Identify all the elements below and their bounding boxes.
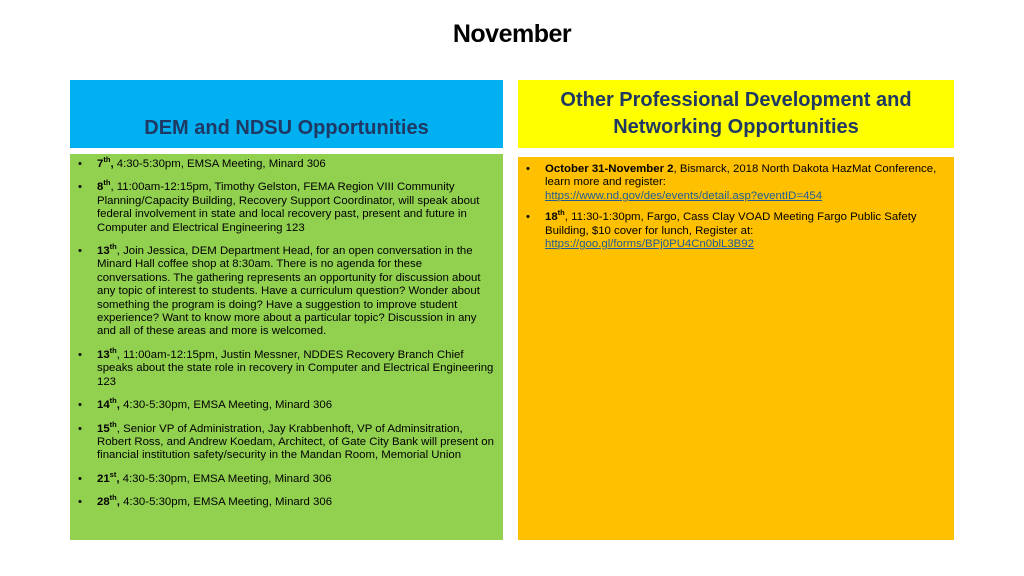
event-text: , 11:00am-12:15pm, Timothy Gelston, FEMA Region VIII Community Planning/Capacity Building, Recovery Support Coordinator, will speak about federal involvement in state and local recovery past, present and future in Computer and Electrical Engineering 123 xyxy=(97,181,480,234)
event-text: , Senior VP of Administration, Jay Krabbenhoft, VP of Adminsitration, Robert Ross, and Andrew Koedam, Architect, of Gate City Bank will present on financial institution safety/security in the Mandan Room, Memorial Union xyxy=(97,422,494,462)
other-development-list xyxy=(526,163,948,251)
event-day: 15th xyxy=(97,419,117,435)
list-item xyxy=(78,469,497,486)
list-item xyxy=(78,419,497,463)
event-text: , Bismarck, 2018 North Dakota HazMat Conference, learn more and register: xyxy=(545,163,937,189)
event-day: 7th, xyxy=(97,155,114,170)
hazmat-register-link[interactable]: https://www.nd.gov/des/events/detail.asp?eventID=454 xyxy=(545,189,823,202)
event-text: , 11:30-1:30pm, Fargo, Cass Clay VOAD Meeting Fargo Public Safety Building, $10 cover for lunch, Register at: xyxy=(545,211,917,237)
list-item xyxy=(78,155,497,171)
list-item xyxy=(78,346,497,389)
dem-ndsu-header: DEM and NDSU Opportunities xyxy=(70,80,503,148)
list-item xyxy=(78,242,497,339)
event-text: 4:30-5:30pm, EMSA Meeting, Minard 306 xyxy=(119,399,333,412)
event-day: 13th xyxy=(97,242,117,258)
event-text: 4:30-5:30pm, EMSA Meeting, Minard 306 xyxy=(119,472,332,485)
event-text: 4:30-5:30pm, EMSA Meeting, Minard 306 xyxy=(119,496,333,509)
list-item xyxy=(78,493,497,509)
event-day: 8th xyxy=(97,178,111,194)
list-item xyxy=(526,208,948,251)
event-day: 28th, xyxy=(97,493,120,509)
list-item xyxy=(78,178,497,235)
other-development-header: Other Professional Development and Networking Opportunities xyxy=(518,80,954,148)
event-day: 13th xyxy=(97,346,117,361)
event-text: , Join Jessica, DEM Department Head, for an open conversation in the Minard Hall coffee shop at 8:30am. There is no agenda for these conversations. The gathering represents an opportunity for discussion about any topic of interest to students. Have a curriculum question? Wonder about something the program is doing? Have a suggestion to improve student experience? Want to know more about a particular topic? Discussion in any and all of these areas and more is welcomed. xyxy=(97,245,481,338)
event-day: 21st, xyxy=(97,469,120,485)
event-date: October 31-November 2 xyxy=(545,163,674,175)
event-day: 14th, xyxy=(97,396,120,412)
dem-ndsu-list xyxy=(78,155,497,510)
list-item xyxy=(78,396,497,412)
event-text: 4:30-5:30pm, EMSA Meeting, Minard 306 xyxy=(113,158,326,170)
voad-register-link[interactable]: https://goo.gl/forms/BPj0PU4Cn0blL3B92 xyxy=(545,238,754,251)
other-development-panel xyxy=(518,157,954,540)
dem-ndsu-panel xyxy=(70,154,503,540)
page-title: November xyxy=(452,20,572,48)
event-day: 18th xyxy=(545,208,565,224)
event-text: , 11:00am-12:15pm, Justin Messner, NDDES Recovery Branch Chief speaks about the state role in recovery in Computer and Electrical Engineering 123 xyxy=(97,348,494,388)
list-item xyxy=(526,163,948,203)
